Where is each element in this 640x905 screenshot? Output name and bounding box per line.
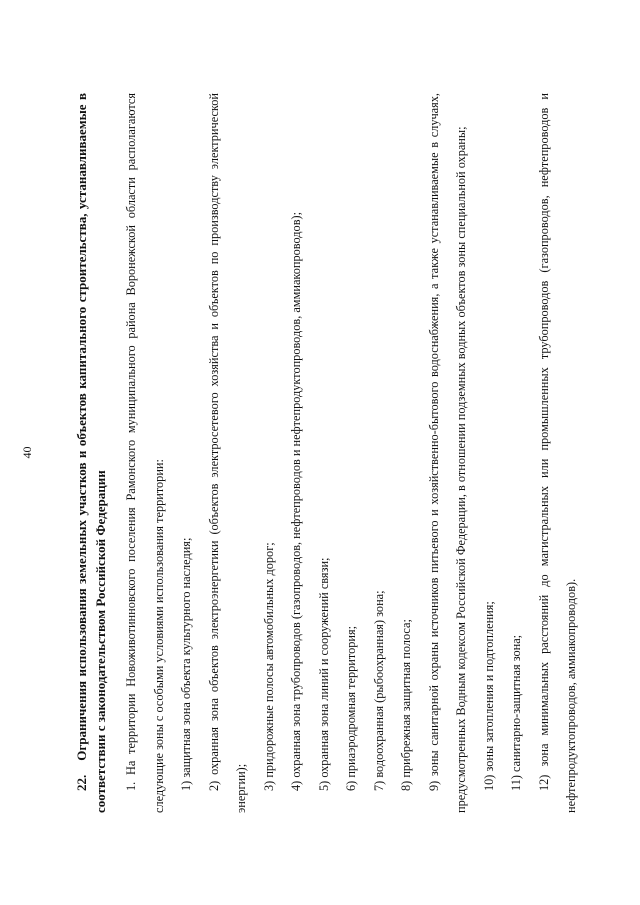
list-item-8: 8) прибрежная защитная полоса; — [399, 619, 413, 791]
list-item-11: 11) санитарно-защитная зона; — [509, 634, 523, 791]
intro-paragraph: 1. На территории Новоживотинновского поселения Рамонского муниципального района Воронежской области располагаются следующие зоны с особыми условиями использования территории: — [124, 93, 166, 813]
page-number: 40 — [20, 446, 34, 459]
list-item-5: 5) охранная зона линий и сооружений связи; — [316, 557, 331, 791]
section-heading — [72, 93, 110, 813]
list-item-10: 10) зоны затопления и подтопления; — [481, 601, 496, 791]
list-item-7: 7) водоохранная (рыбоохранная) зона; — [371, 590, 386, 791]
list-item-1: 1) защитная зона объекта культурного наследия; — [179, 537, 193, 791]
list-item-6: 6) приаэродромная территория; — [344, 625, 358, 791]
section-title: Ограничения использования земельных участков и объектов капитального строительства, устанавливаемые в соответствии с законодательством Российской Федерации — [74, 93, 108, 813]
section-number: 22. — [74, 774, 89, 791]
list-item-2: 2) охранная зона объектов электроэнергетики (объектов электросетевого хозяйства и объектов по производству электрической энергии); — [206, 93, 248, 813]
list-item-9: 9) зоны санитарной охраны источников питьевого и хозяйственно-бытового водоснабжения, а также устанавливаемые в случаях, предусмотренных Водным кодексом Российской Федерации, в отношении подземных водных объектов зоны специальной охраны; — [426, 93, 468, 813]
document-body — [72, 93, 586, 813]
list-item-12: 12) зона минимальных расстояний до магистральных или промышленных трубопроводов (газопроводов, нефтепроводов и нефтепродуктопроводов, аммиакопроводов). — [536, 93, 578, 813]
list-item-3: 3) придорожные полосы автомобильных дорог; — [261, 542, 276, 791]
list-item-4: 4) охранная зона трубопроводов (газопроводов, нефтепроводов и нефтепродуктопроводов, аммиакопроводов); — [289, 211, 303, 791]
